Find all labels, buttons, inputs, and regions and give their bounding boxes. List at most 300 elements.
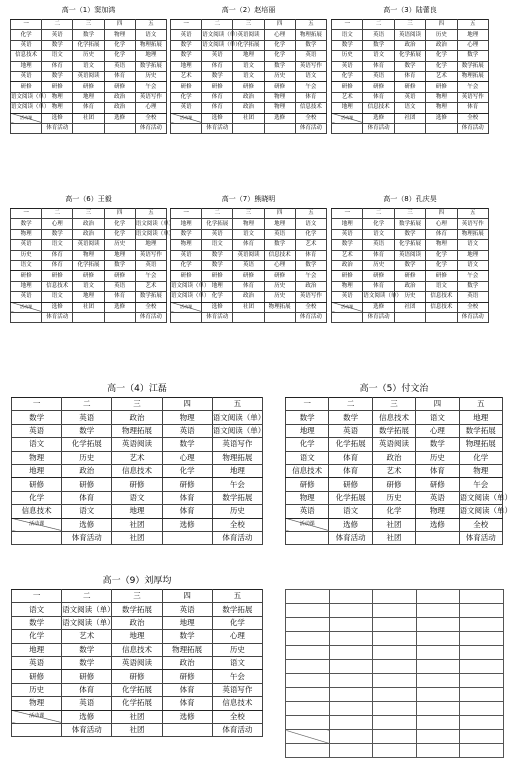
subject-cell: 政治: [104, 92, 135, 102]
subject-cell: 英语: [42, 30, 73, 40]
subject-cell: 体育: [363, 250, 394, 260]
subject-cell: 英语: [233, 260, 264, 270]
subject-cell: 体育活动: [135, 312, 166, 322]
subject-cell: 英语: [416, 491, 459, 504]
subject-cell: 语文: [416, 411, 459, 424]
subject-cell: 体育活动: [62, 531, 112, 544]
subject-cell: 化学: [171, 260, 202, 270]
activity-diagonal-label: 活动课: [20, 115, 33, 121]
subject-cell: 地理: [202, 281, 233, 291]
class-9-timetable: [11, 589, 263, 737]
subject-cell: 政治: [394, 281, 425, 291]
activity-diagonal-label: 活动课: [341, 115, 354, 121]
subject-cell: 数学: [42, 229, 73, 239]
empty-grid-cell: [460, 618, 504, 632]
subject-cell: 英语阅读: [394, 30, 425, 40]
weekday-header-cell: 三: [372, 398, 415, 411]
empty-grid-cell: [286, 660, 330, 674]
subject-cell: 信息技术: [426, 302, 457, 312]
subject-cell: [171, 123, 202, 133]
subject-cell: [416, 531, 459, 544]
subject-cell: 物理拓展: [135, 40, 166, 50]
subject-cell: 政治: [332, 260, 363, 270]
subject-cell: 物理拓展: [295, 30, 326, 40]
subject-cell: 语文阅读（单）: [62, 603, 112, 616]
empty-grid-cell: [460, 688, 504, 702]
timetable-row: [12, 411, 263, 424]
subject-cell: 英语写作: [135, 92, 166, 102]
subject-cell: 社团: [233, 113, 264, 123]
subject-cell: 英语: [104, 281, 135, 291]
subject-cell: 数学: [295, 260, 326, 270]
class-4-title: 高一（4）江磊: [107, 384, 167, 394]
timetable-header-row: [332, 20, 489, 30]
subject-cell: 体育: [202, 61, 233, 71]
weekday-header-cell: 四: [104, 20, 135, 30]
weekday-header-cell: 三: [73, 209, 104, 219]
subject-cell: 英语写作: [457, 219, 488, 229]
subject-cell: 体育活动: [363, 312, 394, 322]
subject-cell: 体育: [42, 250, 73, 260]
subject-cell: 数学: [457, 281, 488, 291]
subject-cell: 英语写作: [295, 61, 326, 71]
subject-cell: 研修: [171, 271, 202, 281]
subject-cell: 地理: [135, 51, 166, 61]
timetable-row: [332, 302, 489, 312]
timetable-row: [11, 312, 167, 322]
weekday-header-cell: 四: [264, 20, 295, 30]
empty-grid-cell: [286, 604, 330, 618]
activity-diagonal-label: 活动课: [20, 304, 33, 310]
subject-cell: 化学: [162, 464, 212, 477]
subject-cell: 选修: [202, 302, 233, 312]
subject-cell: 英语: [363, 240, 394, 250]
empty-grid-row: [286, 702, 504, 716]
subject-cell: 语文阅读（单）: [459, 491, 502, 504]
subject-cell: 地理: [135, 240, 166, 250]
subject-cell: [426, 123, 457, 133]
timetable-row: [332, 51, 489, 61]
weekday-header-cell: 三: [73, 20, 104, 30]
subject-cell: 地理: [459, 411, 502, 424]
subject-cell: 选修: [264, 113, 295, 123]
empty-grid-cell: [329, 744, 373, 758]
subject-cell: 全校: [459, 518, 502, 531]
timetable-row: [12, 491, 263, 504]
subject-cell: 信息技术: [363, 103, 394, 113]
timetable-row: [171, 240, 327, 250]
subject-cell: 数学: [42, 71, 73, 81]
subject-cell: 体育: [426, 229, 457, 239]
subject-cell: 数学: [394, 229, 425, 239]
timetable-row: [171, 229, 327, 239]
timetable-row: [12, 603, 263, 616]
weekday-header-cell: 四: [426, 20, 457, 30]
subject-cell: 语文: [295, 71, 326, 81]
subject-cell: 心理: [162, 451, 212, 464]
weekday-header-cell: 三: [112, 590, 162, 603]
subject-cell: 历史: [332, 51, 363, 61]
subject-cell: 选修: [62, 710, 112, 723]
subject-cell: 数学: [202, 71, 233, 81]
subject-cell: 体育活动: [62, 723, 112, 736]
subject-cell: [73, 123, 104, 133]
subject-cell: 午会: [295, 82, 326, 92]
timetable-header-row: [286, 398, 503, 411]
timetable-row: [332, 82, 489, 92]
class-5-title: 高一（5）付文治: [359, 384, 429, 394]
subject-cell: [394, 312, 425, 322]
subject-cell: 体育: [394, 71, 425, 81]
empty-grid-cell: [416, 674, 460, 688]
subject-cell: 物理拓展: [264, 302, 295, 312]
subject-cell: 艺术: [171, 71, 202, 81]
subject-cell: 地理: [457, 250, 488, 260]
subject-cell: 英语: [12, 656, 62, 669]
subject-cell: 体育: [233, 240, 264, 250]
class-1-title: 高一（1）窦加鸿: [61, 6, 116, 14]
empty-grid-cell: [416, 688, 460, 702]
timetable-row: [12, 670, 263, 683]
subject-cell: 数学: [162, 630, 212, 643]
weekday-header-cell: 五: [459, 398, 502, 411]
timetable-row: [332, 292, 489, 302]
subject-cell: 历史: [264, 71, 295, 81]
subject-cell: 艺术: [62, 630, 112, 643]
subject-cell: 体育活动: [459, 531, 502, 544]
subject-cell: 体育活动: [329, 531, 372, 544]
subject-cell: 数学拓展: [457, 61, 488, 71]
activity-diagonal-cell: [12, 710, 62, 723]
subject-cell: 数学: [162, 438, 212, 451]
subject-cell: 语文阅读（单）: [171, 292, 202, 302]
subject-cell: 语文: [12, 603, 62, 616]
subject-cell: 语文阅读（单）: [363, 292, 394, 302]
activity-diagonal-cell: [332, 113, 363, 123]
empty-grid-row: [286, 590, 504, 604]
empty-grid-row: [286, 632, 504, 646]
subject-cell: 物理: [426, 103, 457, 113]
subject-cell: 体育活动: [202, 123, 233, 133]
subject-cell: 体育活动: [457, 312, 488, 322]
subject-cell: 研修: [394, 82, 425, 92]
timetable-row: [171, 82, 327, 92]
empty-grid-cell: [416, 590, 460, 604]
subject-cell: 政治: [162, 656, 212, 669]
subject-cell: 语文: [112, 491, 162, 504]
class-7-title: 高一（7）熊晓明: [221, 195, 276, 203]
weekday-header-cell: 四: [162, 590, 212, 603]
subject-cell: 政治: [62, 464, 112, 477]
subject-cell: [11, 312, 42, 322]
empty-grid: [285, 589, 504, 758]
subject-cell: 政治: [426, 40, 457, 50]
subject-cell: 选修: [162, 518, 212, 531]
empty-grid-row: [286, 744, 504, 758]
subject-cell: 全校: [212, 710, 262, 723]
empty-grid-row: [286, 660, 504, 674]
subject-cell: 地理: [11, 61, 42, 71]
empty-grid-cell: [460, 702, 504, 716]
subject-cell: 英语: [162, 603, 212, 616]
subject-cell: 社团: [112, 531, 162, 544]
subject-cell: 语文: [73, 281, 104, 291]
subject-cell: 体育: [42, 260, 73, 270]
weekday-header-cell: 四: [416, 398, 459, 411]
timetable-row: [11, 260, 167, 270]
timetable-row: [332, 92, 489, 102]
subject-cell: 选修: [42, 113, 73, 123]
subject-cell: 历史: [212, 643, 262, 656]
empty-grid-cell: [329, 702, 373, 716]
timetable-row: [286, 424, 503, 437]
subject-cell: 语文: [286, 451, 329, 464]
activity-diagonal-cell: [171, 113, 202, 123]
subject-cell: 英语阅读: [73, 71, 104, 81]
subject-cell: 研修: [363, 82, 394, 92]
subject-cell: 语文: [394, 103, 425, 113]
weekday-header-cell: 四: [426, 209, 457, 219]
timetable-row: [332, 312, 489, 322]
subject-cell: 研修: [426, 82, 457, 92]
subject-cell: 研修: [171, 82, 202, 92]
subject-cell: 体育: [42, 61, 73, 71]
subject-cell: 体育: [295, 92, 326, 102]
empty-grid-cell: [329, 590, 373, 604]
timetable-row: [11, 292, 167, 302]
subject-cell: 化学: [104, 51, 135, 61]
subject-cell: 数学: [332, 40, 363, 50]
weekday-header-cell: 一: [11, 209, 42, 219]
timetable-row: [171, 40, 327, 50]
timetable-row: [12, 451, 263, 464]
timetable-header-row: [11, 20, 167, 30]
subject-cell: 化学: [363, 219, 394, 229]
subject-cell: 研修: [12, 670, 62, 683]
subject-cell: 研修: [202, 82, 233, 92]
timetable-row: [171, 92, 327, 102]
subject-cell: 历史: [73, 51, 104, 61]
timetable-row: [11, 92, 167, 102]
timetable-row: [171, 281, 327, 291]
subject-cell: 体育: [457, 103, 488, 113]
subject-cell: 物理: [264, 92, 295, 102]
subject-cell: 政治: [104, 103, 135, 113]
subject-cell: 体育: [202, 103, 233, 113]
timetable-row: [171, 250, 327, 260]
timetable-row: [286, 451, 503, 464]
subject-cell: 体育: [104, 71, 135, 81]
weekday-header-cell: 五: [295, 209, 326, 219]
subject-cell: 历史: [264, 292, 295, 302]
subject-cell: 化学: [104, 229, 135, 239]
subject-cell: 化学拓展: [329, 438, 372, 451]
subject-cell: 政治: [372, 451, 415, 464]
subject-cell: 物理: [42, 103, 73, 113]
weekday-header-cell: 四: [264, 209, 295, 219]
weekday-header-cell: 五: [212, 398, 262, 411]
subject-cell: 社团: [233, 302, 264, 312]
subject-cell: 英语: [62, 697, 112, 710]
subject-cell: 政治: [233, 92, 264, 102]
subject-cell: 数学: [264, 61, 295, 71]
weekday-header-cell: 二: [62, 398, 112, 411]
subject-cell: 语文: [426, 281, 457, 291]
empty-grid-cell: [373, 744, 417, 758]
class-6-title: 高一（6）王毅: [65, 195, 112, 203]
subject-cell: 英语: [363, 30, 394, 40]
timetable-row: [171, 292, 327, 302]
subject-cell: 历史: [62, 451, 112, 464]
timetable-row: [332, 271, 489, 281]
subject-cell: 地理: [264, 219, 295, 229]
subject-cell: 信息技术: [286, 464, 329, 477]
subject-cell: 体育活动: [295, 123, 326, 133]
timetable-header-row: [11, 209, 167, 219]
subject-cell: 体育活动: [42, 123, 73, 133]
timetable-row: [11, 302, 167, 312]
activity-diagonal-cell: [171, 302, 202, 312]
subject-cell: 心理: [416, 424, 459, 437]
subject-cell: 历史: [416, 451, 459, 464]
subject-cell: [332, 312, 363, 322]
subject-cell: 化学: [332, 71, 363, 81]
subject-cell: 化学: [171, 92, 202, 102]
subject-cell: 数学: [264, 240, 295, 250]
subject-cell: 化学: [426, 260, 457, 270]
timetable-row: [12, 616, 263, 629]
subject-cell: 英语: [295, 51, 326, 61]
subject-cell: 英语: [171, 30, 202, 40]
subject-cell: 英语: [62, 411, 112, 424]
timetable-row: [286, 531, 503, 544]
subject-cell: 历史: [394, 292, 425, 302]
subject-cell: [104, 123, 135, 133]
empty-grid-row: [286, 730, 504, 744]
empty-grid-cell: [286, 702, 330, 716]
empty-grid-row: [286, 604, 504, 618]
subject-cell: 地理: [112, 505, 162, 518]
subject-cell: 语文: [233, 71, 264, 81]
subject-cell: 地理: [12, 643, 62, 656]
timetable-row: [11, 240, 167, 250]
subject-cell: 物理拓展: [459, 438, 502, 451]
subject-cell: 心理: [426, 219, 457, 229]
subject-cell: 午会: [212, 670, 262, 683]
subject-cell: 英语: [202, 51, 233, 61]
subject-cell: 数学: [62, 656, 112, 669]
subject-cell: [162, 531, 212, 544]
subject-cell: 物理: [12, 451, 62, 464]
subject-cell: 心理: [135, 103, 166, 113]
timetable-row: [12, 531, 263, 544]
empty-grid-cell: [373, 702, 417, 716]
subject-cell: 英语: [135, 260, 166, 270]
weekday-header-cell: 五: [295, 20, 326, 30]
subject-cell: 语文: [295, 219, 326, 229]
weekday-header-cell: 一: [12, 590, 62, 603]
subject-cell: 地理: [212, 464, 262, 477]
subject-cell: 政治: [73, 219, 104, 229]
timetable-row: [171, 30, 327, 40]
timetable-row: [171, 260, 327, 270]
subject-cell: 体育活动: [457, 123, 488, 133]
subject-cell: 体育: [233, 281, 264, 291]
subject-cell: 语文阅读（单）: [212, 411, 262, 424]
subject-cell: 英语: [394, 92, 425, 102]
timetable-header-row: [171, 209, 327, 219]
subject-cell: 化学拓展: [73, 40, 104, 50]
timetable-row: [171, 113, 327, 123]
subject-cell: 英语写作: [457, 92, 488, 102]
subject-cell: [171, 312, 202, 322]
subject-cell: 英语: [332, 292, 363, 302]
subject-cell: 化学: [426, 250, 457, 260]
subject-cell: 地理: [162, 616, 212, 629]
empty-grid-cell: [460, 744, 504, 758]
subject-cell: 数学: [416, 438, 459, 451]
subject-cell: 历史: [426, 30, 457, 40]
subject-cell: 物理: [286, 491, 329, 504]
subject-cell: 化学拓展: [233, 40, 264, 50]
timetable-row: [11, 71, 167, 81]
empty-grid-row: [286, 618, 504, 632]
timetable-header-row: [12, 398, 263, 411]
timetable-row: [11, 113, 167, 123]
timetable-row: [12, 518, 263, 531]
class-3-timetable: [331, 19, 489, 134]
subject-cell: 数学: [62, 424, 112, 437]
subject-cell: 数学拓展: [372, 424, 415, 437]
subject-cell: 体育活动: [295, 312, 326, 322]
subject-cell: 社团: [73, 302, 104, 312]
subject-cell: 物理拓展: [212, 451, 262, 464]
timetable-row: [12, 710, 263, 723]
empty-grid-cell: [373, 688, 417, 702]
subject-cell: [11, 123, 42, 133]
subject-cell: 信息技术: [426, 292, 457, 302]
weekday-header-cell: 二: [202, 209, 233, 219]
subject-cell: 社团: [372, 518, 415, 531]
subject-cell: 历史: [135, 71, 166, 81]
subject-cell: 数学拓展: [135, 61, 166, 71]
subject-cell: 数学: [171, 40, 202, 50]
subject-cell: 信息技术: [264, 250, 295, 260]
subject-cell: 社团: [394, 302, 425, 312]
subject-cell: 选修: [202, 113, 233, 123]
subject-cell: 化学拓展: [62, 438, 112, 451]
subject-cell: 化学拓展: [329, 491, 372, 504]
timetable-row: [286, 491, 503, 504]
subject-cell: 英语阅读: [233, 250, 264, 260]
subject-cell: 历史: [363, 260, 394, 270]
subject-cell: 政治: [233, 103, 264, 113]
empty-grid-cell: [373, 632, 417, 646]
subject-cell: 语文阅读（单）: [135, 219, 166, 229]
subject-cell: 体育: [329, 464, 372, 477]
subject-cell: 心理: [212, 630, 262, 643]
subject-cell: [426, 312, 457, 322]
subject-cell: 体育活动: [212, 723, 262, 736]
empty-grid-cell: [373, 716, 417, 730]
subject-cell: 心理: [457, 40, 488, 50]
class-7-timetable: [170, 208, 327, 323]
weekday-header-cell: 五: [457, 20, 488, 30]
subject-cell: 数学: [202, 250, 233, 260]
empty-grid-cell: [329, 674, 373, 688]
subject-cell: 数学: [12, 616, 62, 629]
subject-cell: 数学: [286, 411, 329, 424]
